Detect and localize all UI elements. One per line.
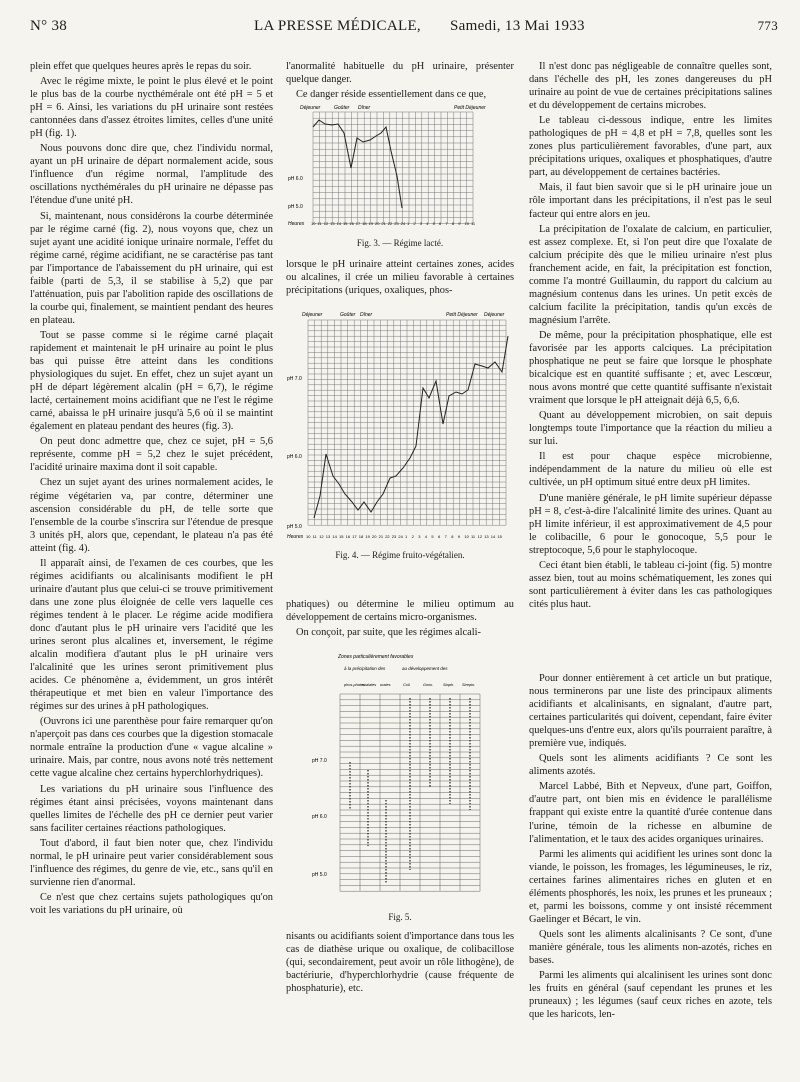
figure-5-table <box>310 650 490 904</box>
figure-3-chart <box>286 96 514 230</box>
column-1 <box>30 60 273 919</box>
issue-date: Samedi, 13 Mai 1933 <box>450 18 585 34</box>
figure-4-chart <box>286 306 516 542</box>
hour-label: 2 <box>413 221 416 226</box>
fig5-col-label: Staph. <box>443 683 454 687</box>
paragraph: Parmi les aliments qui acidifient les urines sont donc la viande, le poisson, les fromages, les légumineuses, le riz, certaines farines alimentaires riches en gluten et en éléments phosphorés, les noix, les prunes et les pruneaux ; et, parmi les boissons, comme y ont insisté récemment Gaelinger et Bécart, le vin. <box>529 848 772 925</box>
hour-label: 6 <box>438 534 441 539</box>
hour-label: 24 <box>398 534 403 539</box>
journal-title: LA PRESSE MÉDICALE, <box>254 18 421 34</box>
paragraph: Chez un sujet ayant des urines normalement acides, le régime végétarien va, par contre, déterminer une ascension considérable du pH, de telle sorte que l'ensemble de la courbe s'inscrira sur l'étendue de presque 3 unités pH, alors que, cependant, le plateau n'a pas été atteint (fig. 4). <box>30 477 273 554</box>
hour-label: 14 <box>332 534 337 539</box>
paragraph: De même, pour la précipitation phosphatique, elle est favorisée par les apports calciques. La précipitation phosphatique ne peut se faire que lorsque le phosphate bicalcique est en quantité suffisante ; et, avec Lescœur, nous avons montré que cette quantité suffisante n'existait vraiment que lorsque le pH atteignait déjà 6,5, 6,6. <box>529 329 772 407</box>
hour-label: 17 <box>355 221 361 226</box>
hour-label: 21 <box>381 221 386 226</box>
hour-label: 15 <box>497 534 502 539</box>
column-3-top <box>529 60 772 613</box>
hour-label: 9 <box>457 534 461 539</box>
hour-label: 10 <box>464 534 469 539</box>
figure-5-caption: Fig. 5. <box>388 912 412 922</box>
hour-label: 11 <box>312 534 317 539</box>
hour-label: 13 <box>330 221 335 226</box>
fig4-ph-label: pH 5.0 <box>287 524 302 530</box>
hour-label: 12 <box>319 534 324 539</box>
hour-label: 21 <box>378 534 384 539</box>
column-2-lower <box>286 598 514 641</box>
figure-4 <box>286 306 516 542</box>
fig5-grid <box>340 694 480 891</box>
paragraph: Avec le régime mixte, le point le plus élevé et le point le plus bas de la courbe nycthémérale ont été pH = 5 et pH = 6. Ainsi, les variations du pH urinaire sont restées cantonnées dans d'assez étroites limites, celles d'une unité pH (fig. 1). <box>30 76 273 140</box>
column-2-bottom <box>286 930 514 997</box>
hour-label: 15 <box>339 534 344 539</box>
paragraph: Tout d'abord, il faut bien noter que, chez l'individu normal, le pH urinaire peut varier considérablement sous l'influence des régimes, du genre de vie, etc., sans qu'il en survienne rien d'anormal. <box>30 837 273 888</box>
hour-label: 9 <box>458 221 461 226</box>
fig5-col-label: Coli. <box>403 683 411 687</box>
paragraph: phatiques) ou détermine le milieu optimum au développement de certains micro-organismes. <box>286 599 514 624</box>
hour-label: 22 <box>385 534 390 539</box>
hour-label: 20 <box>372 534 377 539</box>
hour-label: 14 <box>490 534 496 539</box>
hour-label: 23 <box>394 221 399 226</box>
hour-label: 3 <box>419 221 423 226</box>
hour-label: 7 <box>444 534 447 539</box>
fig3-axis-label: Heures <box>288 221 305 227</box>
hour-label: 1 <box>407 221 410 226</box>
fig3-meal: Petit Déjeuner <box>454 105 486 111</box>
fig5-col-label: phos-phates <box>344 683 365 687</box>
fig5-zones <box>350 698 470 884</box>
paragraph: Ceci étant bien établi, le tableau ci-joint (fig. 5) montre assez bien, tout au moins schématiquement, les zones qui sont particulièrement à éviter dans les cas pathologiques cités plus haut. <box>529 559 772 610</box>
figure-5 <box>310 650 490 904</box>
paragraph: On peut donc admettre que, chez ce sujet, pH = 5,6 représente, comme pH = 5,2 chez le sujet précédent, l'acidité urinaire maxima dont il soit capable. <box>30 436 273 474</box>
hour-label: 17 <box>352 534 357 539</box>
paragraph: La précipitation de l'oxalate de calcium, en particulier, est assez complexe. Et, si l'on peut dire que l'oxalate de calcium précipite dès que le milieu urinaire n'est plus franchement acide, en fait, la précipitation est fonction, comme l'a montré Guillaumin, du rapport du calcium au magnésium contenus dans les urines. Un petit excès de calcium facilite la précipitation, tandis qu'un excès de magnésium l'arrête. <box>529 223 772 326</box>
paragraph: Quant au développement microbien, on sait depuis longtemps toute l'importance que la réaction du milieu a sur lui. <box>529 410 772 448</box>
fig3-curve <box>313 120 402 208</box>
hour-label: 6 <box>439 221 442 226</box>
hour-label: 7 <box>445 221 448 226</box>
hour-label: 11 <box>471 534 476 539</box>
paragraph: Marcel Labbé, Bith et Nepveux, d'une part, Goiffon, d'autre part, ont bien mis en évidence le parallélisme frappant qui existe entre la quantité d'urée contenue dans l'urine, témoin de la richesse en albumine de l'alimentation, et le taux des acides organiques urinaires. <box>529 781 772 845</box>
fig4-ph-label: pH 6.0 <box>287 454 302 460</box>
hour-label: 14 <box>336 221 342 226</box>
hour-label: 15 <box>343 221 348 226</box>
hour-label: 18 <box>358 534 364 539</box>
hour-label: 19 <box>368 221 374 226</box>
paragraph: Il est pour chaque espèce microbienne, indépendamment de la nature du milieu où elle est cultivée, un pH optimum situé entre deux pH limites. <box>529 451 772 489</box>
figure-4-caption: Fig. 4. — Régime fruito-végétalien. <box>335 550 465 560</box>
fig5-title: Zones particulièrement favorables <box>338 654 414 660</box>
hour-label: 1 <box>405 534 408 539</box>
hour-label: 8 <box>451 534 454 539</box>
fig3-ph-label: pH 6.0 <box>288 176 303 182</box>
figure-3-caption: Fig. 3. — Régime lacté. <box>356 238 444 248</box>
fig4-meal: Déjeuner <box>302 312 323 318</box>
figure-3 <box>286 96 514 230</box>
paragraph: Les variations du pH urinaire sous l'influence des régimes étant ainsi précisées, voyons maintenant dans quelles limites de l'échelle des pH ce dernier peut varier sans faciliter certaines réactions pathologiques. <box>30 783 273 834</box>
fig4-hour-labels <box>306 534 503 539</box>
hour-label: 2 <box>411 534 414 539</box>
paragraph: Il apparaît ainsi, de l'examen de ces courbes, que les régimes acidifiants ou alcalinisants modifient le pH urinaire d'autant plus que celui-ci se trouve primitivement dans une zone plus éloignée de celle vers laquelle ces régimes tendent à le placer. Le régime acide modifiera donc d'autant plus le pH urinaire vers l'acidité que les urines seront plus alcalines et, inversement, le régime alcalin modifiera d'autant plus le pH urinaire vers l'alcalinité que les urines seront primitivement plus acides. Ce phénomène a, évidemment, un gros intérêt thérapeutique et met bien en valeur l'importance des régimes sur des urines à pH pathologiques. <box>30 557 273 713</box>
paragraph: Ce danger réside essentiellement dans ce que, <box>296 89 487 101</box>
fig4-axis-label: Heures <box>287 534 304 540</box>
fig5-col-label: urates <box>380 683 391 687</box>
hour-label: 11 <box>317 221 322 226</box>
fig4-meal: Dîner <box>360 312 373 318</box>
fig3-meal: Dîner <box>358 105 371 111</box>
hour-label: 19 <box>365 534 370 539</box>
fig3-meal: Goûter <box>334 105 350 111</box>
paragraph: Mais, il faut bien savoir que si le pH urinaire joue un rôle important dans les précipitations, il n'est pas le seul facteur qui entre alors en jeu. <box>529 182 772 220</box>
hour-label: 13 <box>325 534 331 539</box>
hour-label: 16 <box>349 221 354 226</box>
fig5-ph-label: pH 7.0 <box>312 758 327 764</box>
fig4-meal: Petit Déjeuner <box>446 312 478 318</box>
paragraph: Tout se passe comme si le régime carné plaçait rapidement et maintenait le pH urinaire au point le plus bas qui puisse être atteint dans les conditions physiologiques du sujet. En effet, chez un sujet ayant un pH de départ légèrement alcalin (pH = 6,7), le régime lacté, certainement moins acidifiant que ne l'est le régime carné, abaissa le pH urinaire jusqu'à 5,6 où il se maintint également en plateau pendant des heures (fig. 3). <box>30 329 273 433</box>
paragraph: Pour donner entièrement à cet article un but pratique, nous terminerons par une liste des principaux aliments acidifiants et alcalinisants, en signalant, d'autre part, certaines particularités qui doivent, cependant, faire éviter quelques-uns d'entre eux, alors qu'ils pourraient paraître, à première vue, indiqués. <box>529 673 772 750</box>
paragraph: D'une manière générale, le pH limite supérieur dépasse pH = 8, c'est-à-dire l'alcalinité limite des urines. Quant au pH limite inférieur, il est approximativement de 4,5 pour le colibacille, 6 pour le gonocoque, 5,5 pour le streptocoque, 5,6 pour le staphylocoque. <box>529 492 772 556</box>
fig4-meal: Déjeuner <box>484 312 505 318</box>
paragraph: Si, maintenant, nous considérons la courbe déterminée par le régime carné (fig. 2), nous voyons que, chez un sujet ayant une acidité ionique urinaire normale, l'effet du régime carné, régime acidifiant, ne se caractérise pas tant par l'importance de l'abaissement du pH urinaire, qui est faible (parti de 5,3, il se stabilise à 5,2) que par l'atténuation, puis par l'abolition rapide des oscillations de la courbe qui, finalement, se maintient pendant des heures en plateau. <box>30 210 273 326</box>
paragraph: nisants ou acidifiants soient d'importance dans tous les cas de diathèse urique ou oxalique, de colibacillose (qui, secondairement, peut avoir un rôle lithogène), de bactériurie, d'hyperchlorhydrie (cause fréquente de phosphaturie), etc. <box>286 931 514 995</box>
paragraph: Parmi les aliments qui alcalinisent les urines sont donc les fruits en général (sauf cependant les prunes et les pruneaux) ; les légumes (sauf ceux riches en azote, tels que les haricots, len- <box>529 970 772 1021</box>
fig5-col-label: oxalates <box>362 683 377 687</box>
fig3-hour-labels <box>311 221 476 226</box>
paragraph: Nous pouvons donc dire que, chez l'individu normal, ayant un pH urinaire de départ normalement acide, sous l'influence d'un régime normal, l'amplitude des oscillations nycthémérales du pH urinaire ne dépasse pas l'étendue d'une unité pH. <box>30 143 273 207</box>
fig5-col-label: Gono. <box>423 683 434 687</box>
page-number: 773 <box>757 18 778 33</box>
fig5-group-label: au développement des <box>402 666 448 671</box>
hour-label: 20 <box>375 221 380 226</box>
issue-number: N° 38 <box>30 18 68 34</box>
hour-label: 10 <box>464 221 470 226</box>
column-3-bottom <box>529 672 772 1023</box>
paragraph: Il n'est donc pas négligeable de connaître quelles sont, dans l'échelle des pH, les zones dangereuses du pH urinaire au point de vue de certaines précipitations salines et du développement de certains microbes. <box>529 61 772 112</box>
hour-label: 16 <box>345 534 351 539</box>
page-header <box>30 18 778 42</box>
fig4-meal: Goûter <box>340 312 356 318</box>
hour-label: 22 <box>387 221 393 226</box>
paragraph: Le tableau ci-dessous indique, entre les limites pathologiques de pH = 4,8 et pH = 7,8, quelles sont les zones plus particulièrement favorables, d'une part, aux précipitations uriques, oxaliques et phosphatiques, d'autre part, au développement de certaines bactéries. <box>529 115 772 179</box>
hour-label: 12 <box>477 534 483 539</box>
fig5-ph-label: pH 6.0 <box>312 814 327 820</box>
fig5-col-label: Strepto. <box>462 683 476 687</box>
hour-label: 10 <box>311 221 316 226</box>
hour-label: 18 <box>362 221 367 226</box>
paragraph: Quels sont les aliments alcalinisants ? Ce sont, d'une manière générale, tous les aliments non-azotés, riches en bases. <box>529 928 772 966</box>
hour-label: 24 <box>400 221 406 226</box>
paragraph: Quels sont les aliments acidifiants ? Ce sont les aliments azotés. <box>529 753 772 778</box>
paragraph: Ce n'est que chez certains sujets pathologiques qu'on voit les variations du pH urinaire, où <box>30 891 273 916</box>
fig3-ph-label: pH 5.0 <box>288 204 303 210</box>
hour-label: 13 <box>484 534 489 539</box>
hour-label: 4 <box>426 221 429 226</box>
hour-label: 3 <box>418 534 421 539</box>
hour-label: 10 <box>306 534 311 539</box>
hour-label: 23 <box>391 534 397 539</box>
paragraph: lorsque le pH urinaire atteint certaines zones, acides ou alcalines, il crée un milieu favorable à certaines précipitations (uriques, oxaliques, phos- <box>286 259 514 297</box>
paragraph: On conçoit, par suite, que les régimes alcali- <box>296 627 481 639</box>
paragraph: plein effet que quelques heures après le repas du soir. <box>30 61 252 72</box>
hour-label: 8 <box>451 221 455 226</box>
fig4-ph-label: pH 7.0 <box>287 376 302 382</box>
fig4-grid <box>308 320 506 525</box>
fig5-ph-label: pH 5.0 <box>312 872 327 878</box>
hour-label: 5 <box>431 534 434 539</box>
hour-label: 11 <box>471 221 476 226</box>
paragraph: l'anormalité habituelle du pH urinaire, présenter quelque danger. <box>286 61 514 86</box>
fig5-group-label: à la précipitation des <box>344 666 386 671</box>
column-2-middle <box>286 258 514 299</box>
hour-label: 12 <box>323 221 329 226</box>
fig3-meal: Déjeuner <box>300 105 321 111</box>
fig3-grid <box>313 112 473 224</box>
hour-label: 5 <box>432 221 435 226</box>
paragraph: (Ouvrons ici une parenthèse pour faire remarquer qu'on n'aperçoit pas dans ces courbes que la digestion stomacale normale entraîne la production d'une « vague alcaline » urinaire. Mais, par contre, nous avons noté très nettement cette vague alcaline chez certains hyperchlorhydriques). <box>30 716 273 780</box>
hour-label: 4 <box>424 534 428 539</box>
